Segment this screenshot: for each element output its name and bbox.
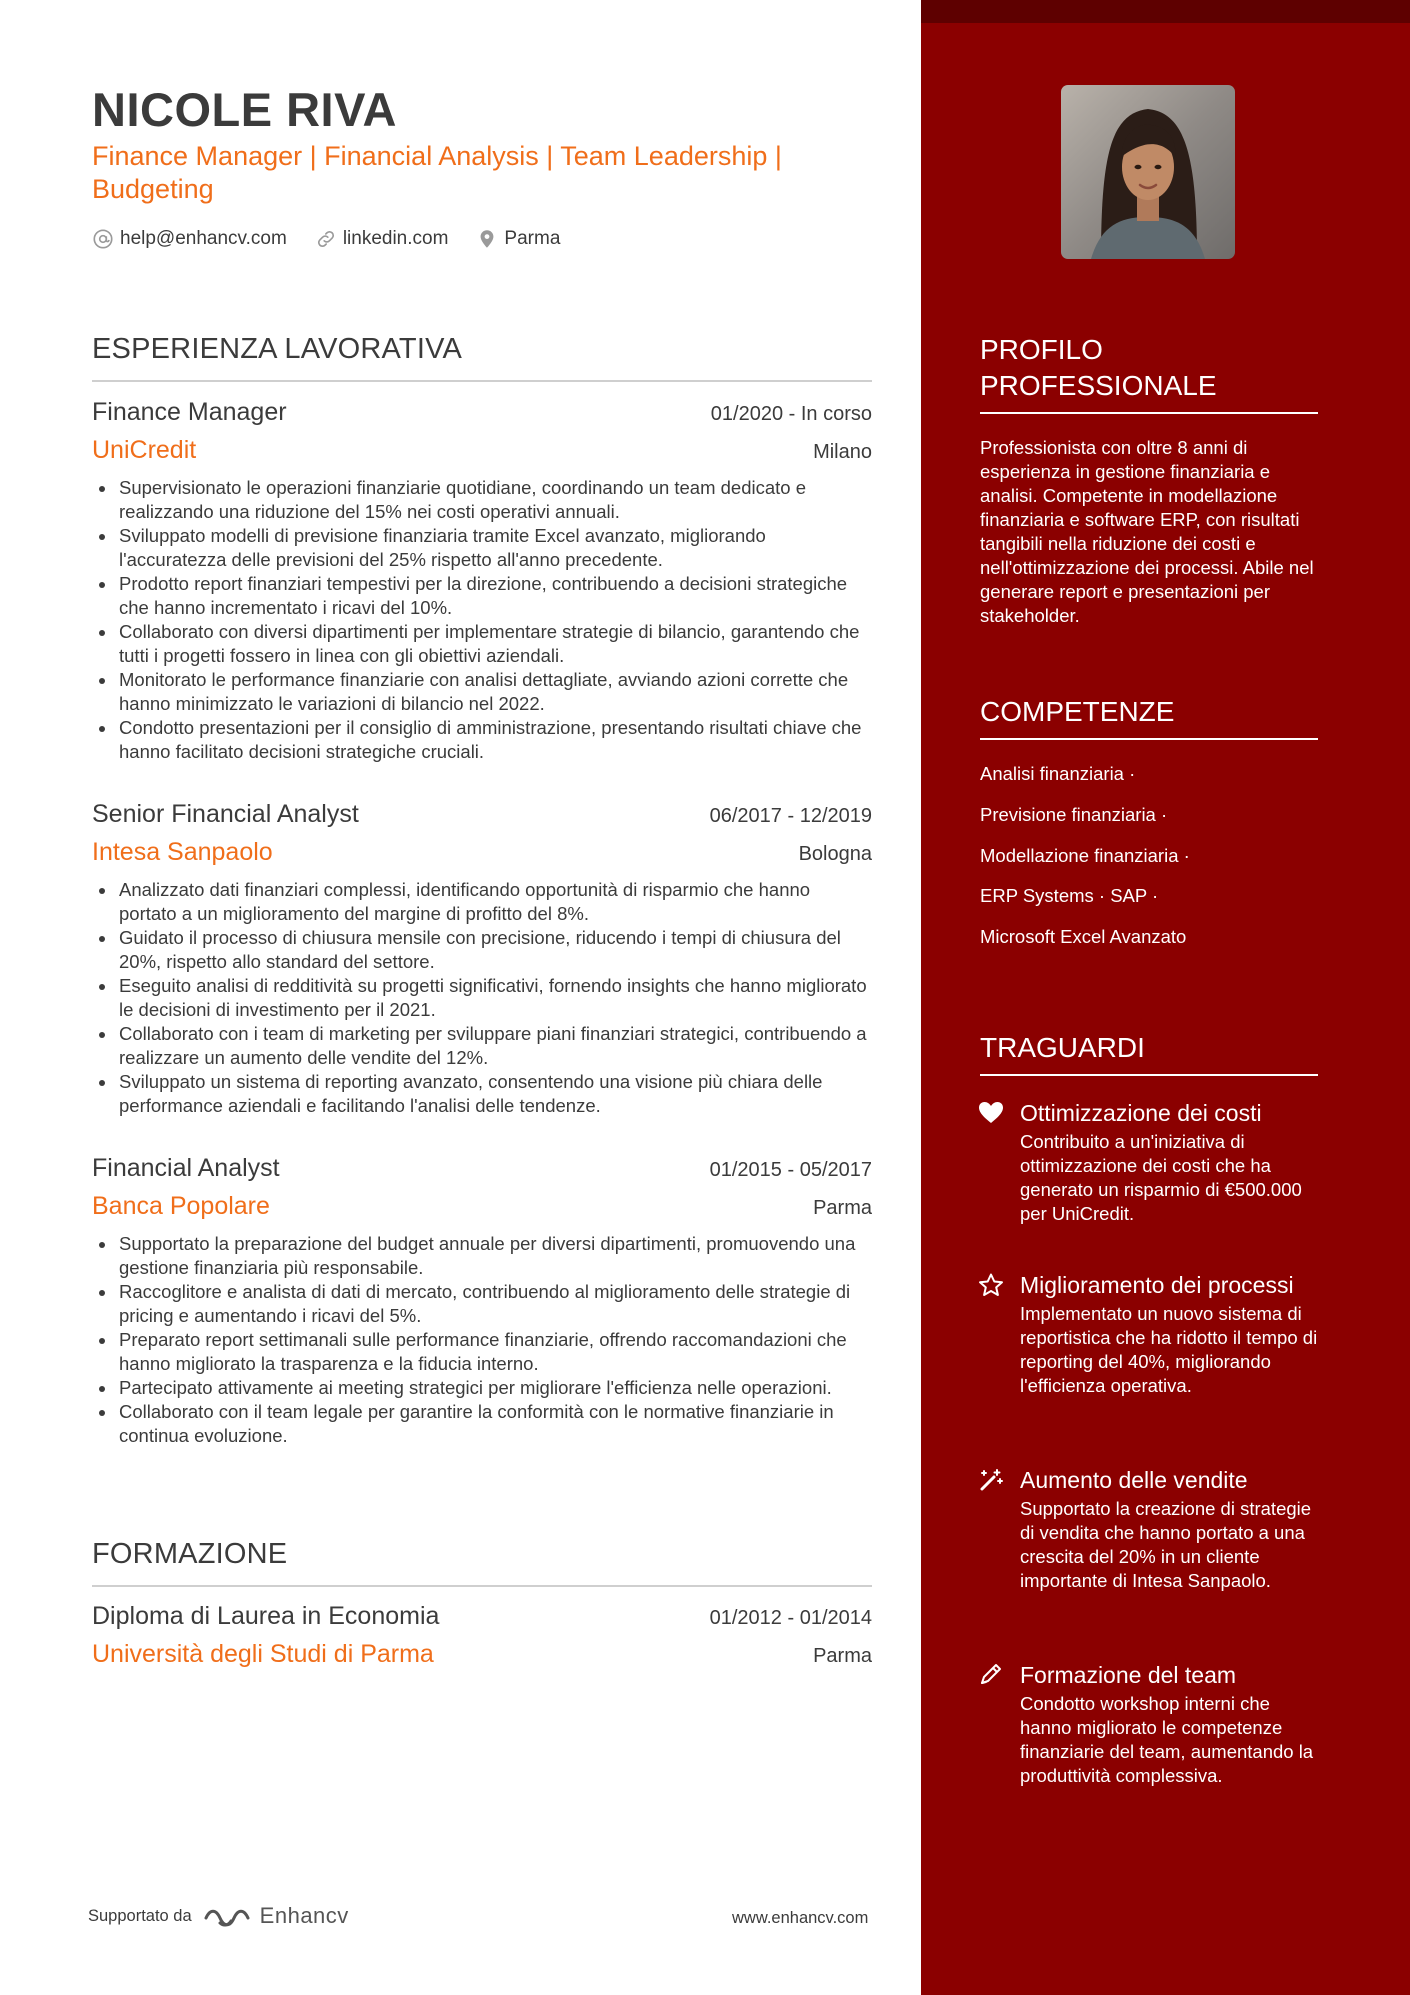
achievement-item	[978, 1268, 1323, 1398]
education-entry	[92, 1602, 872, 1678]
achievement-description: Contribuito a un'iniziativa di ottimizzazione dei costi che ha generato un risparmio di €500.000 per UniCredit.	[1020, 1131, 1302, 1224]
job-date: 01/2015 - 05/2017	[709, 1159, 872, 1181]
headline: Finance Manager | Financial Analysis | Team Leadership | Budgeting	[92, 141, 782, 204]
contact-location	[476, 228, 560, 250]
bullet-item: Collaborato con il team legale per garantire la conformità con le normative finanziarie in continua evoluzione.	[92, 1400, 872, 1448]
bullet-item: Preparato report settimanali sulle performance finanziarie, offrendo raccomandazioni che hanno migliorato la trasparenza e la fiducia interno.	[92, 1328, 872, 1376]
job-location: Bologna	[798, 843, 872, 865]
job-entry	[92, 1154, 872, 1448]
skill-item: Analisi finanziaria ·	[980, 763, 1136, 784]
bullet-item: Supportato la preparazione del budget annuale per diversi dipartimenti, promuovendo una gestione finanziaria più responsabile.	[92, 1232, 872, 1280]
job-bullets	[92, 878, 872, 1118]
profile-summary: Professionista con oltre 8 anni di esperienza in gestione finanziaria e analisi. Competente in modellazione finanziaria e software ERP, con risultati tangibili nella riduzione dei costi e nell'ottimizzazione dei processi. Abile nel generare report e presentazioni per stakeholder.	[980, 437, 1314, 626]
skill-item: Microsoft Excel Avanzato	[980, 926, 1187, 947]
skill-item: Modellazione finanziaria ·	[980, 845, 1190, 866]
star-icon	[978, 1273, 1004, 1297]
job-location: Parma	[813, 1197, 872, 1219]
heart-icon	[978, 1101, 1004, 1125]
degree-title: Diploma di Laurea in Economia	[92, 1602, 440, 1630]
achievement-title: Formazione del team	[1020, 1661, 1237, 1688]
contact-bar	[92, 228, 588, 250]
job-company: Intesa Sanpaolo	[92, 838, 273, 866]
job-entry	[92, 398, 872, 764]
sidebar-top-band	[921, 0, 1410, 23]
job-title: Finance Manager	[92, 398, 287, 426]
achievement-description: Implementato un nuovo sistema di reportistica che ha ridotto il tempo di reporting del 40%, migliorando l'efficienza operativa.	[1020, 1303, 1318, 1396]
brand-name: Enhancv	[259, 1903, 349, 1928]
job-entry	[92, 800, 872, 1118]
achievement-title: Ottimizzazione dei costi	[1020, 1099, 1262, 1126]
profile-photo	[1061, 85, 1235, 259]
supported-by-text: Supportato da	[88, 1906, 192, 1925]
location-text: Parma	[504, 228, 561, 249]
bullet-item: Supervisionato le operazioni finanziarie quotidiane, coordinando un team dedicato e realizzando una riduzione del 15% nei costi operativi annuali.	[92, 476, 872, 524]
job-company: UniCredit	[92, 436, 197, 464]
job-bullets	[92, 476, 872, 764]
at-icon	[92, 228, 114, 250]
bullet-item: Analizzato dati finanziari complessi, identificando opportunità di risparmio che hanno portato a un miglioramento del margine di profitto del 8%.	[92, 878, 872, 926]
education-location: Parma	[813, 1645, 872, 1667]
achievement-item	[978, 1658, 1323, 1788]
job-bullets	[92, 1232, 872, 1448]
footer-website[interactable]: www.enhancv.com	[732, 1909, 869, 1927]
achievement-description: Supportato la creazione di strategie di vendita che hanno portato a una crescita del 20% in un cliente importante di Intesa Sanpaolo.	[1020, 1498, 1312, 1591]
bullet-item: Guidato il processo di chiusura mensile con precisione, riducendo i tempi di chiusura del 20%, rispetto allo standard del settore.	[92, 926, 872, 974]
education-section-title: FORMAZIONE	[92, 1538, 872, 1587]
job-location: Milano	[813, 441, 872, 463]
pen-icon	[978, 1663, 1004, 1687]
skill-item: Previsione finanziaria ·	[980, 804, 1168, 825]
magic-wand-icon	[978, 1468, 1004, 1492]
link-icon	[315, 228, 337, 250]
achievement-title: Miglioramento dei processi	[1020, 1271, 1294, 1298]
bullet-item: Raccoglitore e analista di dati di mercato, contribuendo al miglioramento delle strategie di pricing e aumentando i ricavi del 5%.	[92, 1280, 872, 1328]
contact-linkedin[interactable]	[315, 228, 449, 250]
bullet-item: Condotto presentazioni per il consiglio di amministrazione, presentando risultati chiave che hanno facilitato decisioni strategiche cruciali.	[92, 716, 872, 764]
candidate-name: NICOLE RIVA	[92, 83, 397, 136]
bullet-item: Sviluppato modelli di previsione finanziaria tramite Excel avanzato, migliorando l'accuratezza delle previsioni del 25% rispetto all'anno precedente.	[92, 524, 872, 572]
bullet-item: Sviluppato un sistema di reporting avanzato, consentendo una visione più chiara delle performance aziendali e facilitando l'analisi delle tendenze.	[92, 1070, 872, 1118]
profile-section-title: PROFILO PROFESSIONALE	[980, 332, 1318, 414]
achievement-item	[978, 1463, 1323, 1593]
job-title: Senior Financial Analyst	[92, 800, 359, 828]
bullet-item: Partecipato attivamente ai meeting strategici per migliorare l'efficienza nelle operazioni.	[92, 1376, 872, 1400]
bullet-item: Collaborato con i team di marketing per sviluppare piani finanziari strategici, contribuendo a realizzare un aumento delle vendite del 12%.	[92, 1022, 872, 1070]
bullet-item: Prodotto report finanziari tempestivi per la direzione, contribuendo a decisioni strategiche che hanno incrementato i ricavi del 10%.	[92, 572, 872, 620]
experience-section-title: ESPERIENZA LAVORATIVA	[92, 333, 872, 382]
bullet-item: Collaborato con diversi dipartimenti per implementare strategie di bilancio, garantendo che tutti i progetti fossero in linea con gli obiettivi aziendali.	[92, 620, 872, 668]
job-company: Banca Popolare	[92, 1192, 270, 1220]
skills-section-title: COMPETENZE	[980, 694, 1318, 740]
achievement-description: Condotto workshop interni che hanno migliorato le competenze finanziarie del team, aumentando la produttività complessiva.	[1020, 1693, 1314, 1786]
contact-email[interactable]	[92, 228, 287, 250]
enhancv-logo-icon	[202, 1903, 254, 1929]
school-name: Università degli Studi di Parma	[92, 1640, 434, 1668]
job-date: 06/2017 - 12/2019	[709, 805, 872, 827]
linkedin-text: linkedin.com	[342, 228, 449, 249]
bullet-item: Eseguito analisi di redditività su progetti significativi, fornendo insights che hanno migliorato le decisioni di investimento per il 2021.	[92, 974, 872, 1022]
footer-branding	[88, 1903, 349, 1929]
skill-item: ERP Systems · SAP ·	[980, 885, 1159, 906]
education-date: 01/2012 - 01/2014	[709, 1607, 872, 1629]
email-text: help@enhancv.com	[120, 228, 287, 249]
location-pin-icon	[476, 228, 498, 250]
bullet-item: Monitorato le performance finanziarie con analisi dettagliate, avviando azioni corrette che hanno minimizzato le variazioni di bilancio nel 2022.	[92, 668, 872, 716]
achievements-section-title: TRAGUARDI	[980, 1030, 1318, 1076]
job-date: 01/2020 - In corso	[710, 403, 872, 425]
job-title: Financial Analyst	[92, 1154, 280, 1182]
achievement-item	[978, 1096, 1323, 1226]
achievement-title: Aumento delle vendite	[1020, 1466, 1248, 1493]
